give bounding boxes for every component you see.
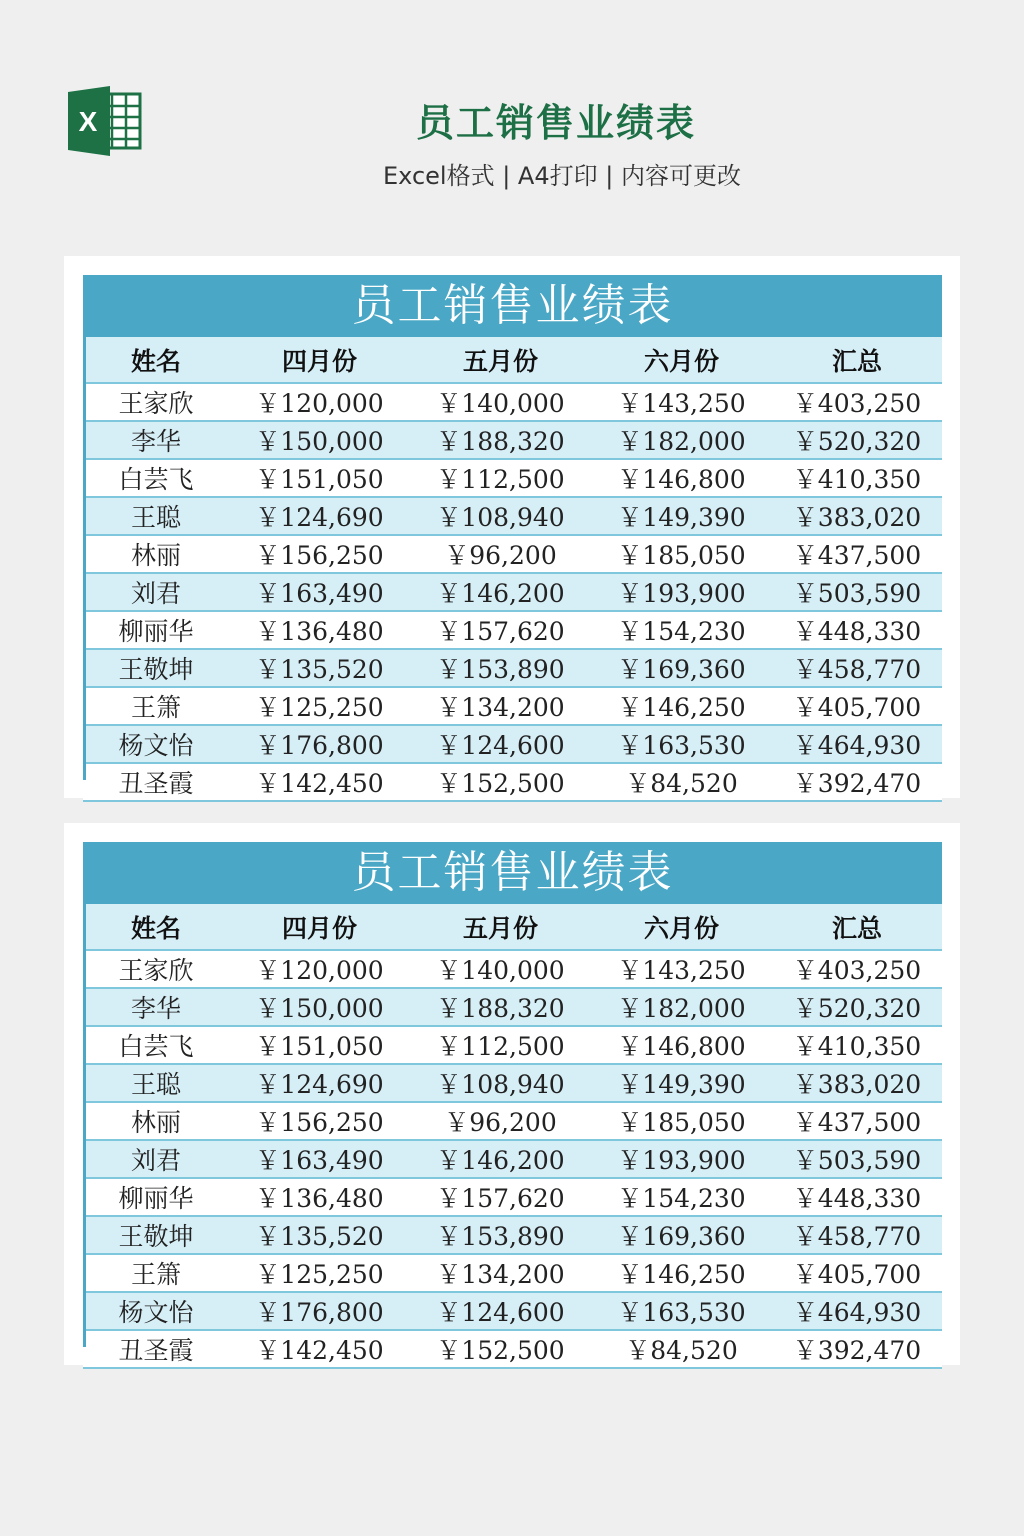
table-row xyxy=(83,1026,942,1064)
spreadsheet-2 xyxy=(83,842,942,1365)
amount-cell: ￥151,050 xyxy=(229,1026,410,1064)
amount-cell: ￥503,590 xyxy=(772,1140,942,1178)
amount-cell: ￥153,890 xyxy=(410,649,591,687)
employee-name-cell: 王敬坤 xyxy=(83,649,229,687)
amount-cell: ￥392,470 xyxy=(772,1330,942,1368)
amount-cell: ￥503,590 xyxy=(772,573,942,611)
amount-cell: ￥163,530 xyxy=(591,1292,772,1330)
employee-name-cell: 林丽 xyxy=(83,535,229,573)
page-subtitle: Excel格式 | A4打印 | 内容可更改 xyxy=(383,162,741,190)
amount-cell: ￥150,000 xyxy=(229,988,410,1026)
amount-cell: ￥134,200 xyxy=(410,687,591,725)
employee-name-cell: 王聪 xyxy=(83,1064,229,1102)
amount-cell: ￥437,500 xyxy=(772,1102,942,1140)
amount-cell: ￥520,320 xyxy=(772,421,942,459)
amount-cell: ￥149,390 xyxy=(591,1064,772,1102)
amount-cell: ￥135,520 xyxy=(229,649,410,687)
table-row xyxy=(83,535,942,573)
amount-cell: ￥156,250 xyxy=(229,1102,410,1140)
amount-cell: ￥163,490 xyxy=(229,573,410,611)
employee-name-cell: 王敬坤 xyxy=(83,1216,229,1254)
sheet-title: 员工销售业绩表 xyxy=(83,842,942,904)
sheet-border xyxy=(83,275,86,780)
column-header: 四月份 xyxy=(229,337,410,383)
amount-cell: ￥125,250 xyxy=(229,687,410,725)
amount-cell: ￥146,250 xyxy=(591,1254,772,1292)
employee-name-cell: 白芸飞 xyxy=(83,459,229,497)
amount-cell: ￥464,930 xyxy=(772,725,942,763)
column-header: 五月份 xyxy=(410,337,591,383)
amount-cell: ￥410,350 xyxy=(772,459,942,497)
amount-cell: ￥163,490 xyxy=(229,1140,410,1178)
employee-name-cell: 刘君 xyxy=(83,573,229,611)
amount-cell: ￥410,350 xyxy=(772,1026,942,1064)
amount-cell: ￥458,770 xyxy=(772,1216,942,1254)
table-row xyxy=(83,1140,942,1178)
excel-letter: X xyxy=(78,106,98,137)
employee-name-cell: 王箫 xyxy=(83,687,229,725)
amount-cell: ￥169,360 xyxy=(591,649,772,687)
amount-cell: ￥135,520 xyxy=(229,1216,410,1254)
sheet-border xyxy=(83,842,86,1347)
amount-cell: ￥149,390 xyxy=(591,497,772,535)
amount-cell: ￥188,320 xyxy=(410,988,591,1026)
amount-cell: ￥193,900 xyxy=(591,1140,772,1178)
amount-cell: ￥108,940 xyxy=(410,497,591,535)
column-header: 六月份 xyxy=(591,337,772,383)
amount-cell: ￥120,000 xyxy=(229,950,410,988)
amount-cell: ￥125,250 xyxy=(229,1254,410,1292)
table-row xyxy=(83,573,942,611)
amount-cell: ￥153,890 xyxy=(410,1216,591,1254)
amount-cell: ￥146,800 xyxy=(591,459,772,497)
table-row xyxy=(83,988,942,1026)
amount-cell: ￥185,050 xyxy=(591,1102,772,1140)
table-row xyxy=(83,459,942,497)
amount-cell: ￥146,250 xyxy=(591,687,772,725)
amount-cell: ￥136,480 xyxy=(229,611,410,649)
preview-card-1 xyxy=(64,256,960,798)
header-row xyxy=(83,904,942,950)
sheet-title: 员工销售业绩表 xyxy=(83,275,942,337)
amount-cell: ￥188,320 xyxy=(410,421,591,459)
amount-cell: ￥96,200 xyxy=(410,1102,591,1140)
amount-cell: ￥112,500 xyxy=(410,459,591,497)
amount-cell: ￥403,250 xyxy=(772,950,942,988)
column-header: 姓名 xyxy=(83,904,229,950)
amount-cell: ￥154,230 xyxy=(591,611,772,649)
table-row xyxy=(83,725,942,763)
column-header: 六月份 xyxy=(591,904,772,950)
amount-cell: ￥84,520 xyxy=(591,1330,772,1368)
table-row xyxy=(83,421,942,459)
employee-name-cell: 王箫 xyxy=(83,1254,229,1292)
employee-name-cell: 王家欣 xyxy=(83,383,229,421)
sales-table xyxy=(83,904,942,1369)
amount-cell: ￥182,000 xyxy=(591,421,772,459)
header-row xyxy=(83,337,942,383)
amount-cell: ￥124,600 xyxy=(410,1292,591,1330)
amount-cell: ￥134,200 xyxy=(410,1254,591,1292)
amount-cell: ￥142,450 xyxy=(229,1330,410,1368)
amount-cell: ￥143,250 xyxy=(591,950,772,988)
employee-name-cell: 李华 xyxy=(83,421,229,459)
amount-cell: ￥458,770 xyxy=(772,649,942,687)
amount-cell: ￥448,330 xyxy=(772,611,942,649)
table-row xyxy=(83,763,942,801)
amount-cell: ￥112,500 xyxy=(410,1026,591,1064)
table-row xyxy=(83,687,942,725)
amount-cell: ￥151,050 xyxy=(229,459,410,497)
employee-name-cell: 丑圣霞 xyxy=(83,763,229,801)
sales-table xyxy=(83,337,942,802)
employee-name-cell: 杨文怡 xyxy=(83,725,229,763)
table-row xyxy=(83,950,942,988)
amount-cell: ￥124,690 xyxy=(229,497,410,535)
amount-cell: ￥405,700 xyxy=(772,1254,942,1292)
amount-cell: ￥96,200 xyxy=(410,535,591,573)
table-row xyxy=(83,1216,942,1254)
column-header: 五月份 xyxy=(410,904,591,950)
employee-name-cell: 丑圣霞 xyxy=(83,1330,229,1368)
table-row xyxy=(83,1178,942,1216)
column-header: 汇总 xyxy=(772,904,942,950)
amount-cell: ￥157,620 xyxy=(410,1178,591,1216)
amount-cell: ￥169,360 xyxy=(591,1216,772,1254)
amount-cell: ￥193,900 xyxy=(591,573,772,611)
preview-card-2 xyxy=(64,823,960,1365)
spreadsheet-1 xyxy=(83,275,942,798)
employee-name-cell: 刘君 xyxy=(83,1140,229,1178)
amount-cell: ￥146,200 xyxy=(410,573,591,611)
table-row xyxy=(83,1102,942,1140)
column-header: 四月份 xyxy=(229,904,410,950)
table-row xyxy=(83,1292,942,1330)
amount-cell: ￥392,470 xyxy=(772,763,942,801)
page-title: 员工销售业绩表 xyxy=(415,101,696,145)
employee-name-cell: 柳丽华 xyxy=(83,1178,229,1216)
employee-name-cell: 林丽 xyxy=(83,1102,229,1140)
employee-name-cell: 柳丽华 xyxy=(83,611,229,649)
amount-cell: ￥140,000 xyxy=(410,950,591,988)
amount-cell: ￥124,600 xyxy=(410,725,591,763)
amount-cell: ￥146,200 xyxy=(410,1140,591,1178)
column-header: 汇总 xyxy=(772,337,942,383)
employee-name-cell: 王家欣 xyxy=(83,950,229,988)
amount-cell: ￥152,500 xyxy=(410,1330,591,1368)
amount-cell: ￥176,800 xyxy=(229,1292,410,1330)
amount-cell: ￥185,050 xyxy=(591,535,772,573)
employee-name-cell: 王聪 xyxy=(83,497,229,535)
column-header: 姓名 xyxy=(83,337,229,383)
amount-cell: ￥152,500 xyxy=(410,763,591,801)
table-row xyxy=(83,383,942,421)
amount-cell: ￥403,250 xyxy=(772,383,942,421)
amount-cell: ￥84,520 xyxy=(591,763,772,801)
amount-cell: ￥124,690 xyxy=(229,1064,410,1102)
amount-cell: ￥154,230 xyxy=(591,1178,772,1216)
amount-cell: ￥157,620 xyxy=(410,611,591,649)
amount-cell: ￥464,930 xyxy=(772,1292,942,1330)
amount-cell: ￥176,800 xyxy=(229,725,410,763)
amount-cell: ￥182,000 xyxy=(591,988,772,1026)
amount-cell: ￥142,450 xyxy=(229,763,410,801)
amount-cell: ￥163,530 xyxy=(591,725,772,763)
amount-cell: ￥383,020 xyxy=(772,1064,942,1102)
table-row xyxy=(83,1254,942,1292)
table-row xyxy=(83,611,942,649)
amount-cell: ￥143,250 xyxy=(591,383,772,421)
amount-cell: ￥108,940 xyxy=(410,1064,591,1102)
employee-name-cell: 白芸飞 xyxy=(83,1026,229,1064)
amount-cell: ￥150,000 xyxy=(229,421,410,459)
table-row xyxy=(83,1064,942,1102)
amount-cell: ￥136,480 xyxy=(229,1178,410,1216)
amount-cell: ￥437,500 xyxy=(772,535,942,573)
amount-cell: ￥146,800 xyxy=(591,1026,772,1064)
amount-cell: ￥405,700 xyxy=(772,687,942,725)
employee-name-cell: 杨文怡 xyxy=(83,1292,229,1330)
amount-cell: ￥120,000 xyxy=(229,383,410,421)
amount-cell: ￥383,020 xyxy=(772,497,942,535)
employee-name-cell: 李华 xyxy=(83,988,229,1026)
table-row xyxy=(83,1330,942,1368)
table-row xyxy=(83,649,942,687)
amount-cell: ￥448,330 xyxy=(772,1178,942,1216)
amount-cell: ￥520,320 xyxy=(772,988,942,1026)
table-row xyxy=(83,497,942,535)
amount-cell: ￥140,000 xyxy=(410,383,591,421)
amount-cell: ￥156,250 xyxy=(229,535,410,573)
